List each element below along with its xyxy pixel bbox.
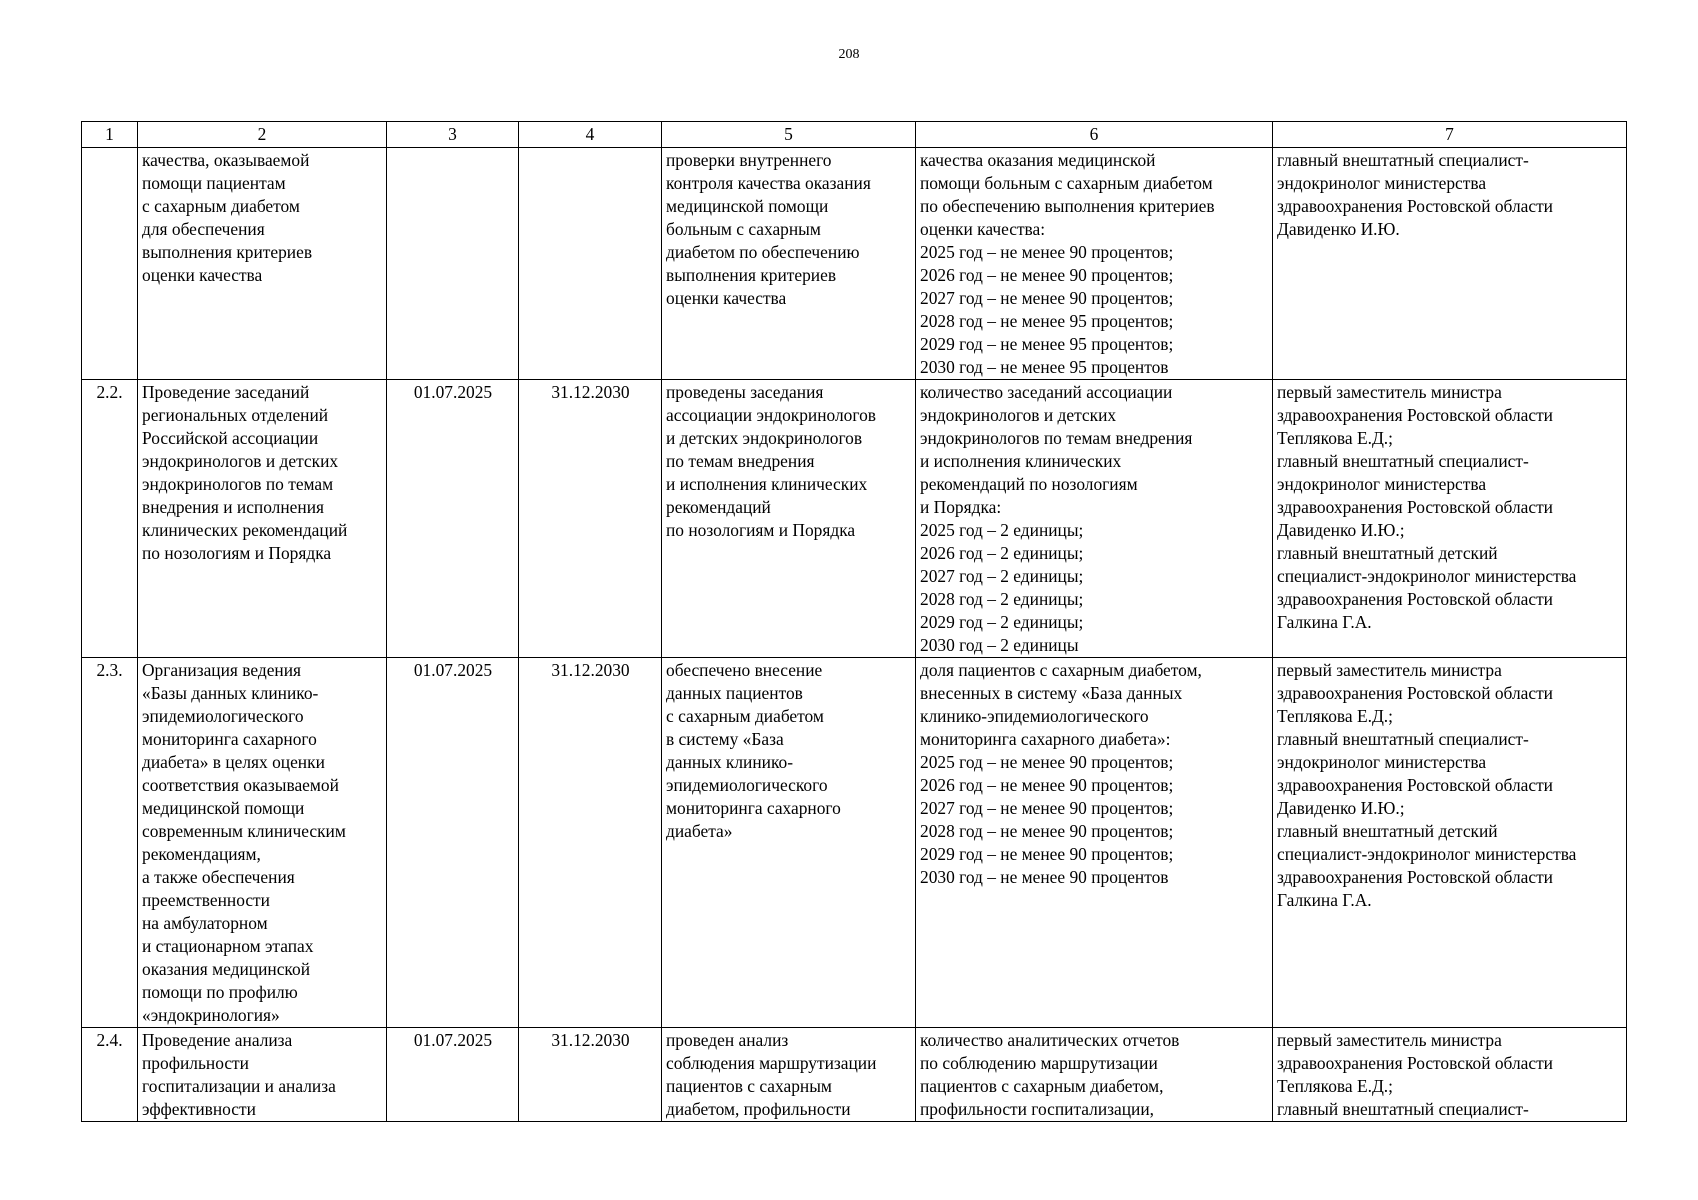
column-numbers-row	[82, 122, 1627, 148]
result-cell: проверки внутреннего контроля качества оказания медицинской помощи больным с сахарным диабетом по обеспечению выполнения критериев оценки качества	[662, 148, 916, 380]
table-row	[82, 148, 1627, 380]
item-number-cell: 2.4.	[82, 1028, 138, 1122]
column-number-6: 6	[916, 122, 1273, 148]
item-number-cell: 2.3.	[82, 658, 138, 1028]
event-cell: Проведение анализа профильности госпитализации и анализа эффективности	[138, 1028, 387, 1122]
event-cell: Проведение заседаний региональных отделений Российской ассоциации эндокринологов и детских эндокринологов по темам внедрения и исполнения клинических рекомендаций по нозологиям и Порядка	[138, 380, 387, 658]
page-number: 208	[838, 47, 860, 62]
table-row	[82, 1028, 1627, 1122]
column-number-4: 4	[519, 122, 662, 148]
start-date-cell: 01.07.2025	[387, 1028, 519, 1122]
result-cell: проведен анализ соблюдения маршрутизации пациентов с сахарным диабетом, профильности	[662, 1028, 916, 1122]
end-date-cell: 31.12.2030	[519, 380, 662, 658]
responsible-cell: первый заместитель министра здравоохранения Ростовской области Теплякова Е.Д.; главный внештатный специалист-	[1273, 1028, 1627, 1122]
indicator-cell: количество аналитических отчетов по соблюдению маршрутизации пациентов с сахарным диабетом, профильности госпитализации,	[916, 1028, 1273, 1122]
responsible-cell: первый заместитель министра здравоохранения Ростовской области Теплякова Е.Д.; главный внештатный специалист- эндокринолог министерства здравоохранения Ростовской области Давиденко И.Ю.; главный внештатный детский специалист-эндокринолог министерства здравоохранения Ростовской области Галкина Г.А.	[1273, 380, 1627, 658]
start-date-cell: 01.07.2025	[387, 658, 519, 1028]
start-date-cell: 01.07.2025	[387, 380, 519, 658]
indicator-cell: доля пациентов с сахарным диабетом, внесенных в систему «База данных клинико-эпидемиологического мониторинга сахарного диабета»: 2025 год – не менее 90 процентов; 2026 год – не менее 90 процентов; 2027 год – не менее 90 процентов; 2028 год – не менее 90 процентов; 2029 год – не менее 90 процентов; 2030 год – не менее 90 процентов	[916, 658, 1273, 1028]
event-cell: качества, оказываемой помощи пациентам с сахарным диабетом для обеспечения выполнения критериев оценки качества	[138, 148, 387, 380]
start-date-cell	[387, 148, 519, 380]
indicator-cell: качества оказания медицинской помощи больным с сахарным диабетом по обеспечению выполнения критериев оценки качества: 2025 год – не менее 90 процентов; 2026 год – не менее 90 процентов; 2027 год – не менее 90 процентов; 2028 год – не менее 95 процентов; 2029 год – не менее 95 процентов; 2030 год – не менее 95 процентов	[916, 148, 1273, 380]
item-number-cell: 2.2.	[82, 380, 138, 658]
event-cell: Организация ведения «Базы данных клинико- эпидемиологического мониторинга сахарного диабета» в целях оценки соответствия оказываемой медицинской помощи современным клиническим рекомендациям, а также обеспечения преемственности на амбулаторном и стационарном этапах оказания медицинской помощи по профилю «эндокринология»	[138, 658, 387, 1028]
indicator-cell: количество заседаний ассоциации эндокринологов и детских эндокринологов по темам внедрения и исполнения клинических рекомендаций по нозологиям и Порядка: 2025 год – 2 единицы; 2026 год – 2 единицы; 2027 год – 2 единицы; 2028 год – 2 единицы; 2029 год – 2 единицы; 2030 год – 2 единицы	[916, 380, 1273, 658]
item-number-cell	[82, 148, 138, 380]
measures-table	[81, 121, 1627, 1122]
responsible-cell: главный внештатный специалист- эндокринолог министерства здравоохранения Ростовской области Давиденко И.Ю.	[1273, 148, 1627, 380]
column-number-5: 5	[662, 122, 916, 148]
end-date-cell: 31.12.2030	[519, 658, 662, 1028]
result-cell: проведены заседания ассоциации эндокринологов и детских эндокринологов по темам внедрения и исполнения клинических рекомендаций по нозологиям и Порядка	[662, 380, 916, 658]
responsible-cell: первый заместитель министра здравоохранения Ростовской области Теплякова Е.Д.; главный внештатный специалист- эндокринолог министерства здравоохранения Ростовской области Давиденко И.Ю.; главный внештатный детский специалист-эндокринолог министерства здравоохранения Ростовской области Галкина Г.А.	[1273, 658, 1627, 1028]
column-number-3: 3	[387, 122, 519, 148]
table-row	[82, 658, 1627, 1028]
column-number-1: 1	[82, 122, 138, 148]
end-date-cell	[519, 148, 662, 380]
result-cell: обеспечено внесение данных пациентов с сахарным диабетом в систему «База данных клинико- эпидемиологического мониторинга сахарного диабета»	[662, 658, 916, 1028]
column-number-2: 2	[138, 122, 387, 148]
column-number-7: 7	[1273, 122, 1627, 148]
end-date-cell: 31.12.2030	[519, 1028, 662, 1122]
table-row	[82, 380, 1627, 658]
